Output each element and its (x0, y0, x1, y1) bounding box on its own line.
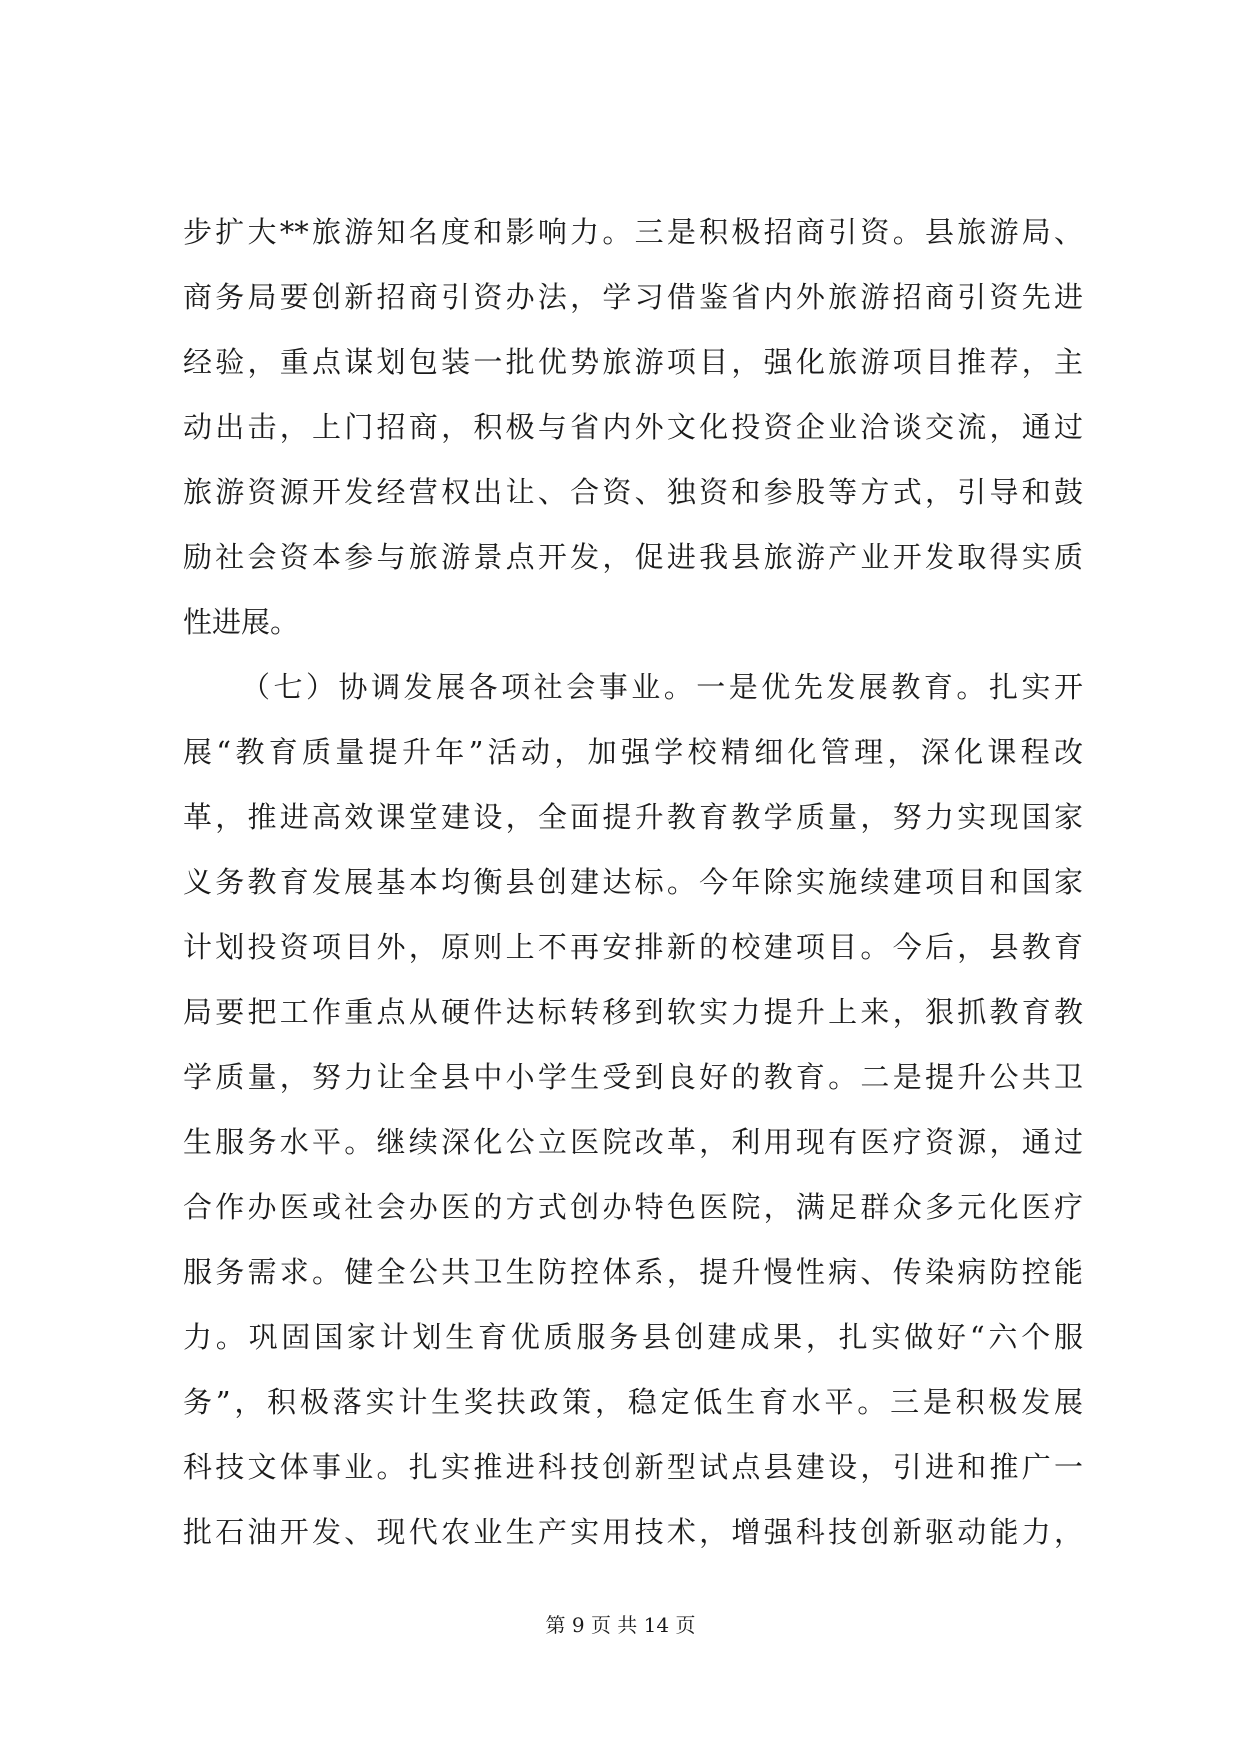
text-line: 经验，重点谋划包装一批优势旅游项目，强化旅游项目推荐，主 (183, 345, 1083, 379)
text-line: 学质量，努力让全县中小学生受到良好的教育。二是提升公共卫 (183, 1060, 1083, 1094)
text-line: 动出击，上门招商，积极与省内外文化投资企业洽谈交流，通过 (183, 410, 1083, 444)
text-line: 革，推进高效课堂建设，全面提升教育教学质量，努力实现国家 (183, 800, 1083, 834)
body-text (183, 200, 1083, 1565)
paragraph-start-line: （七）协调发展各项社会事业。一是优先发展教育。扎实开 (241, 670, 1083, 704)
page-number-footer: 第 9 页 共 14 页 (545, 1613, 696, 1637)
text-line: 局要把工作重点从硬件达标转移到软实力提升上来，狠抓教育教 (183, 995, 1083, 1029)
text-line: 旅游资源开发经营权出让、合资、独资和参股等方式，引导和鼓 (183, 475, 1083, 509)
text-line: 步扩大**旅游知名度和影响力。三是积极招商引资。县旅游局、 (183, 215, 1083, 249)
text-line: 力。巩固国家计划生育优质服务县创建成果，扎实做好“六个服 (183, 1320, 1083, 1354)
text-line: 义务教育发展基本均衡县创建达标。今年除实施续建项目和国家 (183, 865, 1083, 899)
text-line: 服务需求。健全公共卫生防控体系，提升慢性病、传染病防控能 (183, 1255, 1083, 1289)
text-line: 性进展。 (183, 605, 300, 639)
text-line: 展“教育质量提升年”活动，加强学校精细化管理，深化课程改 (183, 735, 1083, 769)
text-line: 商务局要创新招商引资办法，学习借鉴省内外旅游招商引资先进 (183, 280, 1083, 314)
text-line: 生服务水平。继续深化公立医院改革，利用现有医疗资源，通过 (183, 1125, 1083, 1159)
text-line: 励社会资本参与旅游景点开发，促进我县旅游产业开发取得实质 (183, 540, 1083, 574)
text-line: 批石油开发、现代农业生产实用技术，增强科技创新驱动能力， (183, 1515, 1083, 1549)
text-line: 计划投资项目外，原则上不再安排新的校建项目。今后，县教育 (183, 930, 1083, 964)
text-line: 务”，积极落实计生奖扶政策，稳定低生育水平。三是积极发展 (183, 1385, 1083, 1419)
text-line: 合作办医或社会办医的方式创办特色医院，满足群众多元化医疗 (183, 1190, 1083, 1224)
text-line: 科技文体事业。扎实推进科技创新型试点县建设，引进和推广一 (183, 1450, 1083, 1484)
